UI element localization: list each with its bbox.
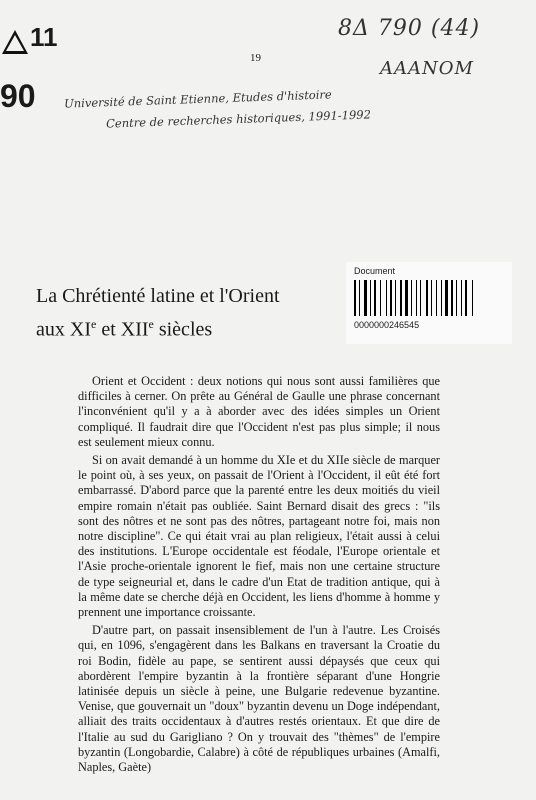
paragraph: Si on avait demandé à un homme du XIe et du XIIe siècle de marquer le point où, à ses yeux, on passait de l'Orient à l'Occident, il eût été fort embarrassé. D'abord parce que la parenté entre les deux moitiés du vieil empire romain n'était pas oubliée. Saint Bernard disait des grecs : "ils sont des nôtres et ne sont pas des nôtres, partageant notre foi, mais non notre discipline". Ce qui était vrai au plan religieux, l'était aussi à celui des institutions. L'Europe occidentale est féodale, l'Europe orientale et l'Asie proche-orientale ignorent le fief, mais non une certaine structure de type seigneurial et, dans le cadre d'un Etat de tradition antique, qui à la même date se cherche déjà en Occident, les liens d'homme à homme y prennent une importance croissante. (78, 453, 440, 620)
barcode-bar (420, 280, 421, 316)
barcode-bar (451, 280, 453, 316)
barcode-bar (390, 280, 392, 316)
article-title (36, 282, 336, 344)
barcode-caption: Document (354, 266, 396, 276)
triangle-icon (2, 30, 28, 54)
handwritten-note-line2: Centre de recherches historiques, 1991-1992 (105, 107, 372, 131)
title-part: aux XI (36, 318, 91, 341)
barcode-bar (445, 280, 448, 316)
barcode-bar (461, 280, 462, 316)
handwritten-note-line1: Université de Saint Etienne, Etudes d'histoire (63, 87, 332, 111)
page-number: 19 (250, 52, 261, 64)
title-part: siècles (153, 318, 213, 341)
title-sup: e (148, 317, 154, 331)
barcode-bar (456, 280, 457, 316)
title-line-1: La Chrétienté latine et l'Orient (36, 285, 280, 307)
barcode-bar (426, 280, 428, 316)
barcode-label (346, 262, 512, 344)
barcode-bar (359, 280, 360, 316)
stamp-number-top: 11 (30, 22, 58, 52)
title-sup: e (90, 317, 97, 331)
barcode-bar (370, 280, 371, 316)
barcode-number: 0000000246545 (354, 320, 420, 330)
barcode-bar (441, 280, 442, 316)
barcode-bar (431, 280, 432, 316)
barcode-bar (465, 280, 467, 316)
paragraph: Orient et Occident : deux notions qui nous sont aussi familières que difficiles à cerner. On prête au Général de Gaulle une phrase concernant l'inconvénient qu'il y a à aborder avec des idées simples un Orient compliqué. Il faudrait dire que l'Occident n'est pas plus simple; il nous est seulement mieux connu. (78, 374, 440, 449)
barcode-bar (364, 280, 367, 316)
paragraph: D'autre part, on passait insensiblement de l'un à l'autre. Les Croisés qui, en 1096, s'engagèrent dans les Balkans en traversant la Croatie du roi Bodin, fidèle au pape, se sentirent aussi dépaysés que ceux qui abordèrent l'empire byzantin à la frontière séparant d'une Hongrie latinisée depuis un siècle à peine, une Bulgarie redevenue byzantine. Venise, que gouvernait un "doux" byzantin devenu un Doge indépendant, alliait des traits occidentaux à d'autres restés orientaux. Et que dire de l'Italie au sud du Garigliano ? On y trouvait des "thèmes" de l'empire byzantin (Longobardie, Calabre) à côté de républiques urbaines (Amalfi, Naples, Gaète) (78, 623, 440, 775)
archive-code: AAANOM (380, 58, 474, 79)
title-line-2 (36, 310, 336, 344)
barcode-bar (395, 280, 396, 316)
barcode-image (354, 280, 504, 316)
barcode-bar (472, 280, 473, 316)
barcode-bar (374, 280, 376, 316)
article-body (78, 374, 440, 775)
barcode-bar (354, 280, 356, 316)
library-stamp (0, 20, 56, 130)
barcode-bar (405, 280, 408, 316)
stamp-number-bottom: 90 (0, 78, 36, 114)
barcode-bar (380, 280, 381, 316)
shelfmark: 8Δ 790 (44) (338, 16, 481, 41)
title-part: et XII (96, 318, 149, 341)
barcode-bar (400, 280, 402, 316)
barcode-bar (436, 280, 437, 316)
barcode-bar (416, 280, 417, 316)
barcode-bar (386, 280, 387, 316)
barcode-bar (411, 280, 412, 316)
